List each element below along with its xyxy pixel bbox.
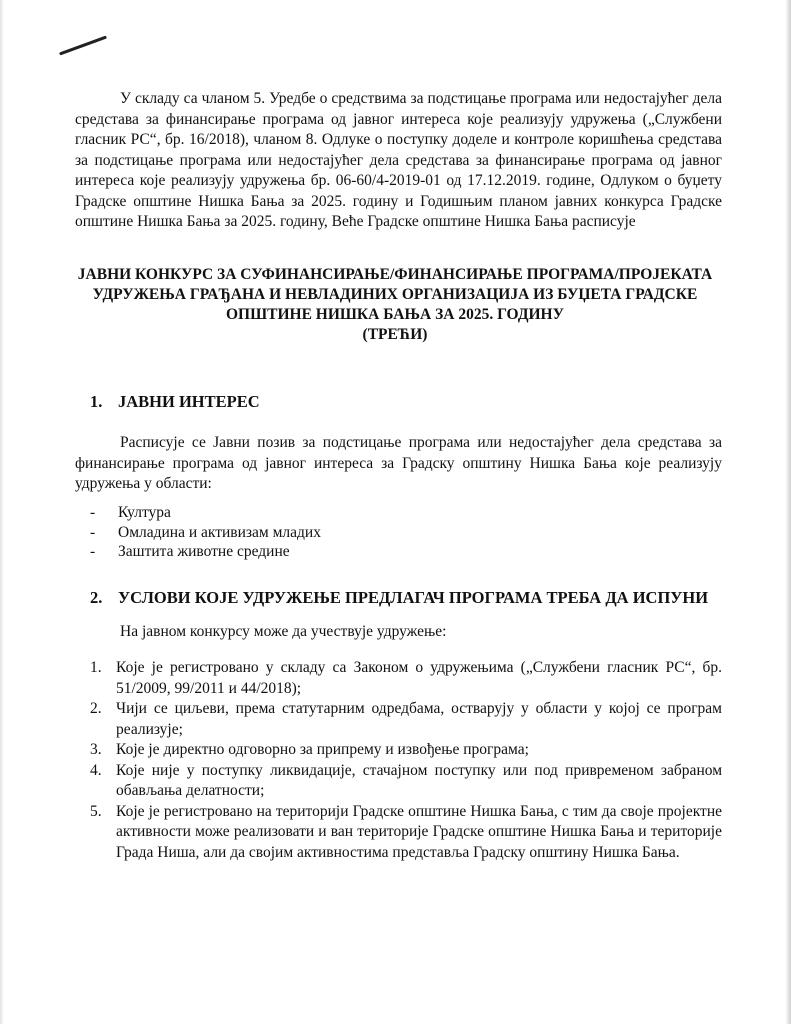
areas-list bbox=[90, 503, 321, 562]
section-1-title bbox=[90, 392, 260, 412]
section-2-title bbox=[90, 588, 708, 608]
section-1-number: 1. bbox=[90, 392, 103, 411]
list-item: 5. Које је регистровано на територији Градске општине Нишка Бања, с тим да своје пројектне активности може реализовати и ван територије Градске општине Нишка Бања и територије Града Ниша, али да својим активностима представља Градску општину Нишка Бања. bbox=[90, 802, 722, 861]
pen-mark bbox=[59, 36, 107, 56]
list-item: - Заштита животне средине bbox=[90, 543, 290, 560]
scan-edge-right bbox=[785, 0, 791, 1024]
intro-paragraph: У складу са чланом 5. Уредбе о средствима за подстицање програма или недостајућег дела средстава за финансирање програма од јавног интереса које реализују удружења („Службени гласник РС“, бр. 16/2018), чланом 8. Одлуке о поступку доделе и контроле коришћења средстава за подстицање програма или недостајућег дела средстава за финансирање програма од јавног интереса које реализују удружења бр. 06-60/4-2019-01 од 17.12.2019. године, Одлуком о буџету Градске општине Нишка Бања за 2025. годину и Годишњим планом јавних конкурса Градске општине Нишка Бања за 2025. годину, Веће Градске општине Нишка Бања расписује bbox=[75, 90, 722, 230]
section-2-number: 2. bbox=[90, 588, 103, 607]
scan-edge-left bbox=[0, 0, 4, 1024]
list-item: - Култура bbox=[90, 504, 171, 521]
heading-line-2: УДРУЖЕЊА ГРАЂАНА И НЕВЛАДИНИХ ОРГАНИЗАЦИЈА ИЗ БУЏЕТА ГРАДСКЕ bbox=[92, 286, 698, 303]
section-1-title-text: ЈАВНИ ИНТЕРЕС bbox=[118, 392, 260, 411]
competition-heading bbox=[40, 265, 750, 345]
section-2-title-text: УСЛОВИ КОЈЕ УДРУЖЕЊЕ ПРЕДЛАГАЧ ПРОГРАМА ТРЕБА ДА ИСПУНИ bbox=[118, 588, 709, 607]
list-item: 2. Чији се циљеви, према статутарним одредбама, остварују у области у којој се програм реализује; bbox=[90, 700, 722, 738]
heading-line-4: (ТРЕЋИ) bbox=[362, 326, 428, 343]
list-item: - Омладина и активизам младих bbox=[90, 523, 321, 541]
section-2-lead: На јавном конкурсу може да учествује удружење: bbox=[120, 623, 447, 640]
list-item: 3. Које је директно одговорно за припрему и извођење програма; bbox=[90, 741, 529, 758]
show-through bbox=[0, 238, 791, 254]
list-item: 1. Које је регистровано у складу са Законом о удружењима („Службени гласник РС“, бр. 51/2009, 99/2011 и 44/2018); bbox=[90, 659, 722, 697]
list-item: 4. Које није у поступку ликвидације, стачајном поступку или под привременом забраном обављања делатности; bbox=[90, 761, 722, 799]
conditions-list bbox=[90, 658, 722, 863]
section-1-paragraph: Расписује се Јавни позив за подстицање програма или недостајућег дела средстава за финансирање програма од јавног интереса за Градску општину Нишка Бања које реализују удружења у области: bbox=[75, 434, 722, 492]
heading-line-3: ОПШТИНЕ НИШКА БАЊА ЗА 2025. ГОДИНУ bbox=[226, 306, 564, 323]
heading-line-1: ЈАВНИ КОНКУРС ЗА СУФИНАНСИРАЊЕ/ФИНАНСИРАЊЕ ПРОГРАМА/ПРОЈЕКАТА bbox=[77, 266, 713, 283]
